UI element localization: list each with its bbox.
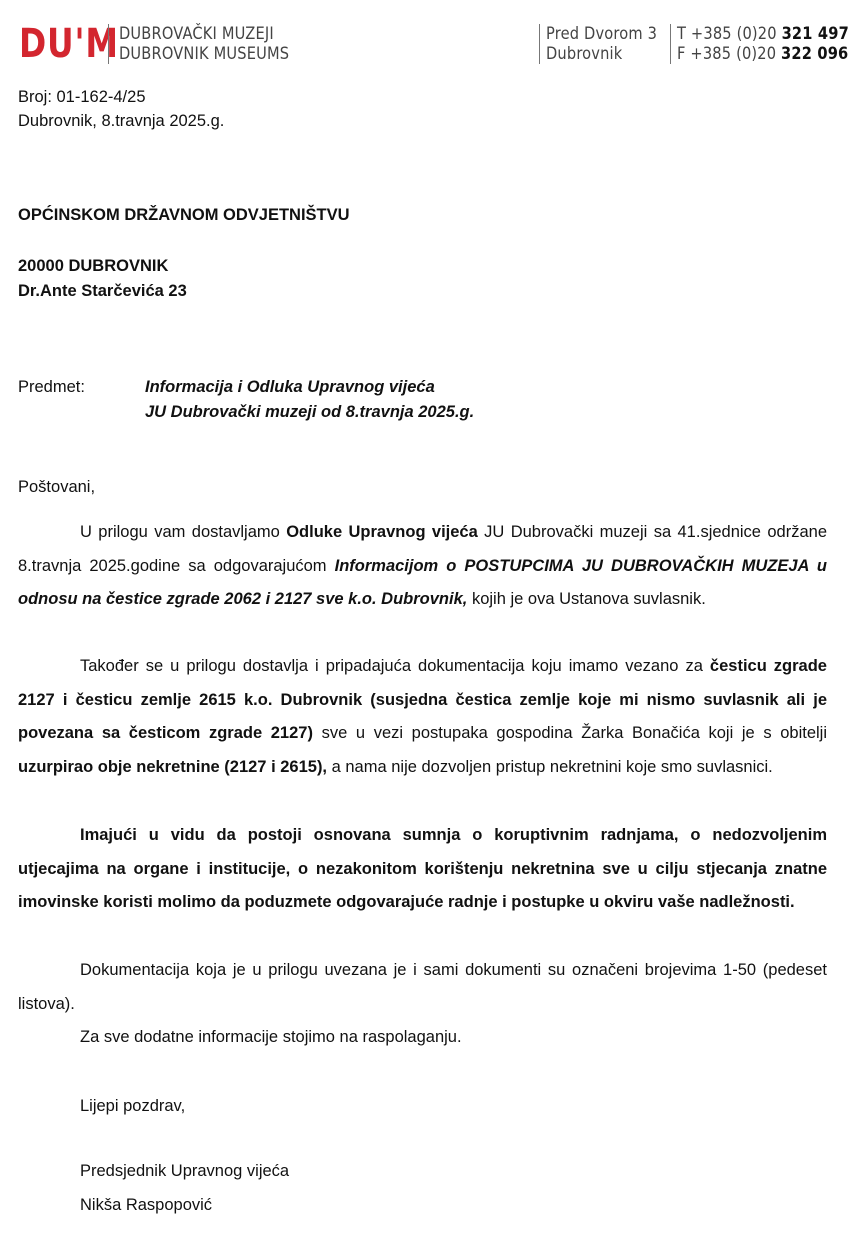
fax-line: [677, 44, 849, 64]
recipient-street: Dr.Ante Starčevića 23: [18, 282, 187, 300]
address-street: Pred Dvorom 3: [546, 24, 658, 44]
reference-number: Broj: 01-162-4/25: [18, 88, 146, 106]
org-name-english: DUBROVNIK MUSEUMS: [119, 44, 290, 64]
letterhead: [0, 0, 850, 80]
p1-bold-1: Odluke Upravnog vijeća: [286, 523, 478, 541]
signatory-title: Predsjednik Upravnog vijeća: [80, 1162, 290, 1180]
body-paragraph-1: [18, 516, 827, 617]
body-paragraph-2: [18, 650, 827, 784]
p1-bold-italic-1: Informacijom o POSTUPCIMA JU DUBROVAČKIH MUZEJA u odnosu na čestice zgrade 2062 i 2127 sve k.o. Dubrovnik,: [18, 556, 827, 608]
p2-text-3: a nama nije dozvoljen pristup nekretnini koje smo suvlasnici.: [327, 757, 773, 776]
body-paragraph-4: [18, 954, 827, 1021]
phone-number: 321 497: [781, 24, 849, 44]
subject-label: Predmet:: [18, 378, 85, 396]
p2-text-2: sve u vezi postupaka gospodina Žarka Bonačića koji je s obitelji: [312, 724, 827, 742]
p1-text-1: U prilogu vam dostavljamo: [80, 523, 287, 541]
greeting: Poštovani,: [18, 478, 96, 496]
body-paragraph-3: [18, 819, 827, 920]
recipient-city: 20000 DUBROVNIK: [18, 257, 169, 275]
signatory-name: Nikša Raspopović: [80, 1196, 213, 1214]
closing-regards: Lijepi pozdrav,: [80, 1097, 186, 1115]
subject-line-1: Informacija i Odluka Upravnog vijeća: [145, 378, 435, 396]
contact-block: [670, 24, 850, 64]
organization-name: [108, 24, 317, 64]
p1-text-3: kojih je ova Ustanova suvlasnik.: [467, 590, 706, 608]
p5-text-1: Za sve dodatne informacije stojimo na raspolaganju.: [80, 1028, 462, 1046]
org-name-croatian: DUBROVAČKI MUZEJI: [119, 24, 274, 44]
p2-bold-1: česticu zgrade 2127 i česticu zemlje 2615 k.o. Dubrovnik (susjedna čestica zemlje koje mi nismo suvlasnik ali je povezana sa česticom zgrade 2127): [18, 657, 827, 742]
address-block: [539, 24, 675, 64]
p2-text-1: Također se u prilogu dostavlja i pripadajuća dokumentacija koju imamo vezano za: [80, 657, 710, 675]
recipient-name: OPĆINSKOM DRŽAVNOM ODVJETNIŠTVU: [18, 206, 350, 224]
place-date: Dubrovnik, 8.travnja 2025.g.: [18, 112, 225, 130]
p2-bold-2: uzurpirao obje nekretnine (2127 i 2615),: [18, 757, 328, 776]
fax-prefix: F +385 (0)20: [677, 44, 777, 64]
subject-line-2: JU Dubrovački muzeji od 8.travnja 2025.g.: [145, 403, 475, 421]
phone-prefix: T +385 (0)20: [677, 24, 777, 44]
address-city: Dubrovnik: [546, 44, 623, 64]
p3-bold-1: Imajući u vidu da postoji osnovana sumnja o koruptivnim radnjama, o nedozvoljenim utjecajima na organe i institucije, o nezakonitom korištenju nekretnina sve u cilju stjecanja znatne imovinske koristi molimo da poduzmete odgovarajuće radnje i postupke u okviru vaše nadležnosti.: [18, 826, 827, 911]
p1-text-2: JU Dubrovački muzeji sa 41.sjednice održane 8.travnja 2025.godine sa odgovarajućom: [18, 523, 827, 575]
body-paragraph-5: [18, 1021, 827, 1055]
p4-text-1: Dokumentacija koja je u prilogu uvezana je i sami dokumenti su označeni brojevima 1-50 (pedeset listova).: [18, 961, 827, 1013]
phone-line: [677, 24, 849, 44]
museum-logo: DU'M: [19, 21, 119, 67]
fax-number: 322 096: [781, 44, 849, 64]
